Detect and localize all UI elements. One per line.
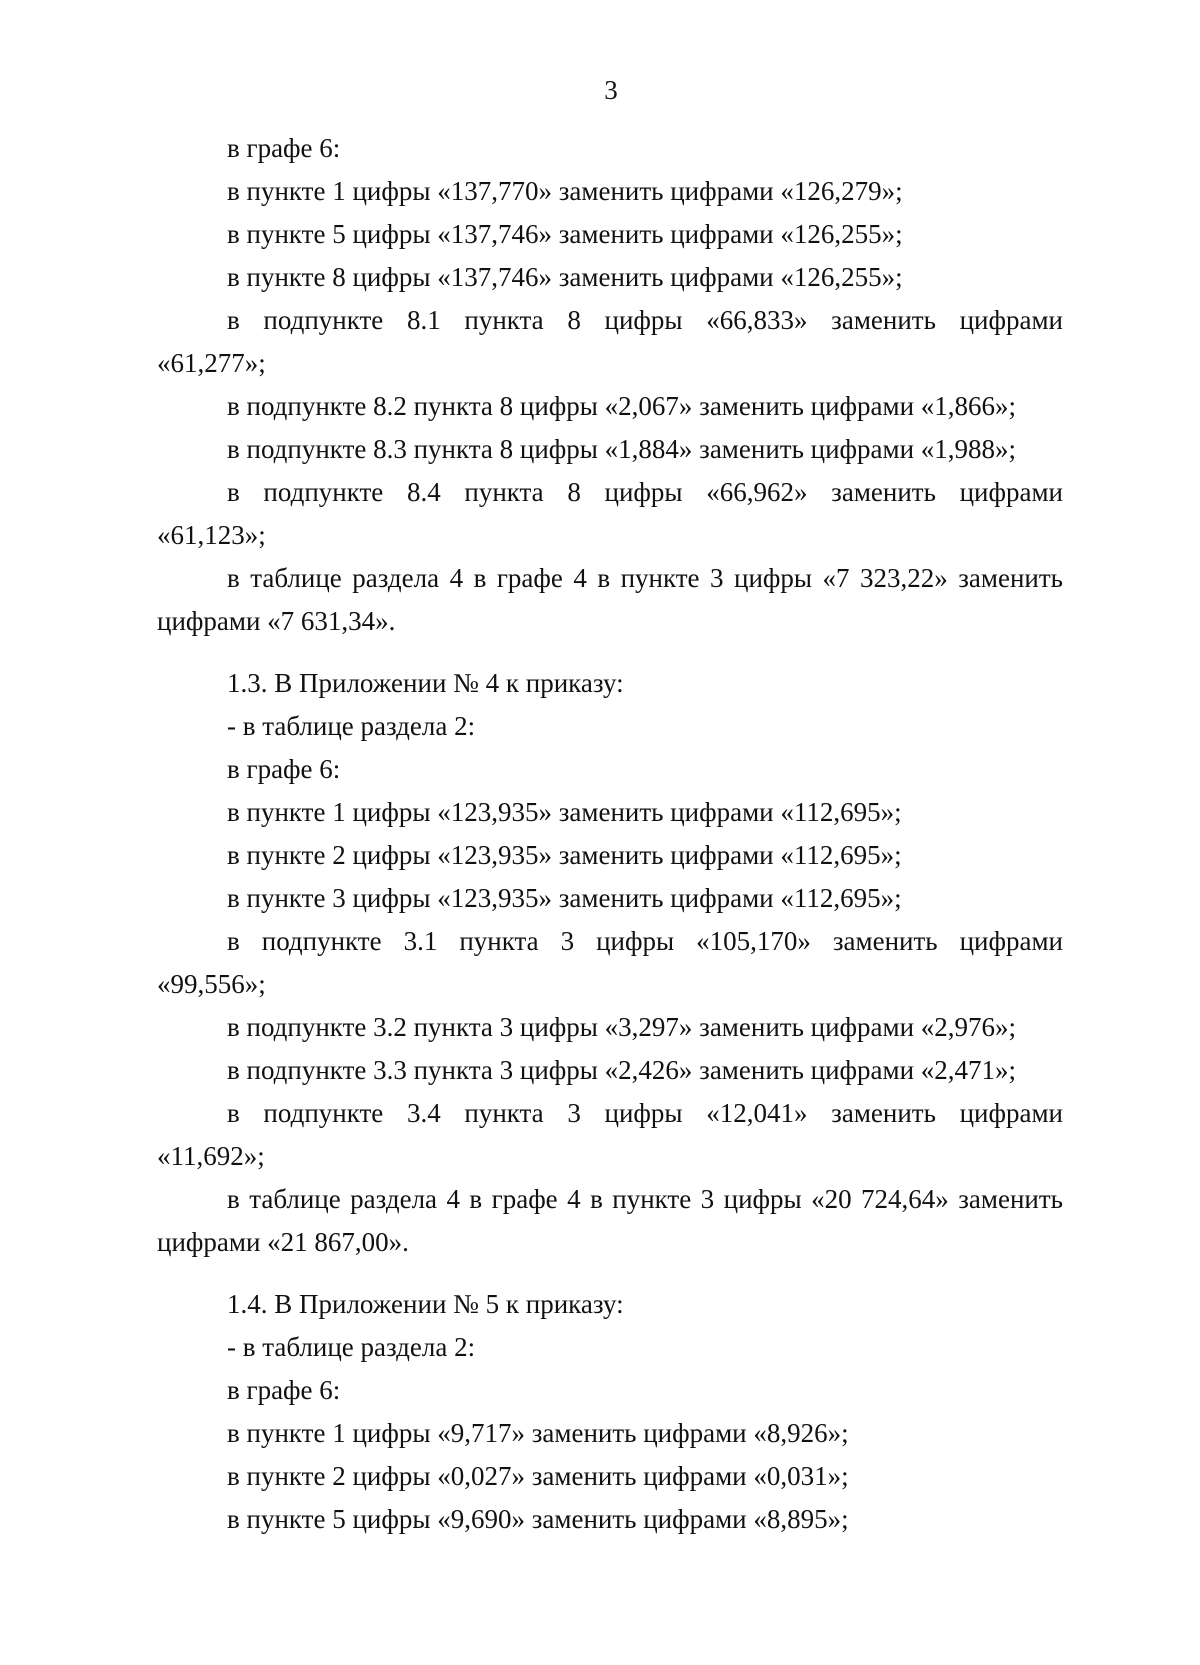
paragraph-line: в подпункте 3.4 пункта 3 цифры «12,041» заменить цифрами bbox=[227, 1098, 1063, 1128]
section-gap bbox=[157, 643, 1063, 662]
paragraph-line: в пункте 5 цифры «137,746» заменить цифрами «126,255»; bbox=[227, 219, 903, 249]
paragraph-line: в пункте 1 цифры «123,935» заменить цифрами «112,695»; bbox=[227, 797, 902, 827]
paragraph-line: в таблице раздела 4 в графе 4 в пункте 3 цифры «7 323,22» заменить bbox=[227, 563, 1063, 593]
paragraph-line: в пункте 2 цифры «0,027» заменить цифрами «0,031»; bbox=[227, 1461, 849, 1491]
paragraph-line: в пункте 1 цифры «137,770» заменить цифрами «126,279»; bbox=[227, 176, 903, 206]
paragraph-line: - в таблице раздела 2: bbox=[227, 711, 476, 741]
paragraph-line: в таблице раздела 4 в графе 4 в пункте 3 цифры «20 724,64» заменить bbox=[227, 1184, 1063, 1214]
page-number: 3 bbox=[604, 75, 618, 105]
paragraph-line: в подпункте 8.4 пункта 8 цифры «66,962» заменить цифрами bbox=[227, 477, 1063, 507]
section-gap bbox=[157, 1264, 1063, 1283]
paragraph-line: в пункте 3 цифры «123,935» заменить цифрами «112,695»; bbox=[227, 883, 902, 913]
paragraph-line: в подпункте 3.1 пункта 3 цифры «105,170» заменить цифрами bbox=[227, 926, 1063, 956]
paragraph-line: в подпункте 8.2 пункта 8 цифры «2,067» заменить цифрами «1,866»; bbox=[227, 391, 1017, 421]
paragraph-line: 1.3. В Приложении № 4 к приказу: bbox=[227, 668, 624, 698]
paragraph-line: в пункте 5 цифры «9,690» заменить цифрами «8,895»; bbox=[227, 1504, 849, 1534]
paragraph-line: в подпункте 8.3 пункта 8 цифры «1,884» заменить цифрами «1,988»; bbox=[227, 434, 1017, 464]
paragraph-continuation: «11,692»; bbox=[157, 1141, 265, 1171]
paragraph-line: в подпункте 3.3 пункта 3 цифры «2,426» заменить цифрами «2,471»; bbox=[227, 1055, 1017, 1085]
paragraph-line: в пункте 8 цифры «137,746» заменить цифрами «126,255»; bbox=[227, 262, 903, 292]
paragraph-continuation: «61,277»; bbox=[157, 348, 266, 378]
paragraph-line: 1.4. В Приложении № 5 к приказу: bbox=[227, 1289, 624, 1319]
paragraph-line: в пункте 2 цифры «123,935» заменить цифрами «112,695»; bbox=[227, 840, 902, 870]
paragraph-line: в графе 6: bbox=[227, 754, 341, 784]
paragraph-line: в графе 6: bbox=[227, 133, 341, 163]
document-body bbox=[157, 127, 1063, 1541]
paragraph-continuation: цифрами «21 867,00». bbox=[157, 1227, 409, 1257]
paragraph-line: в подпункте 3.2 пункта 3 цифры «3,297» заменить цифрами «2,976»; bbox=[227, 1012, 1017, 1042]
paragraph-line: в пункте 1 цифры «9,717» заменить цифрами «8,926»; bbox=[227, 1418, 849, 1448]
paragraph-line: в графе 6: bbox=[227, 1375, 341, 1405]
paragraph-continuation: «99,556»; bbox=[157, 969, 266, 999]
paragraph-line: - в таблице раздела 2: bbox=[227, 1332, 476, 1362]
paragraph-continuation: «61,123»; bbox=[157, 520, 266, 550]
paragraph-line: в подпункте 8.1 пункта 8 цифры «66,833» заменить цифрами bbox=[227, 305, 1063, 335]
paragraph-continuation: цифрами «7 631,34». bbox=[157, 606, 396, 636]
